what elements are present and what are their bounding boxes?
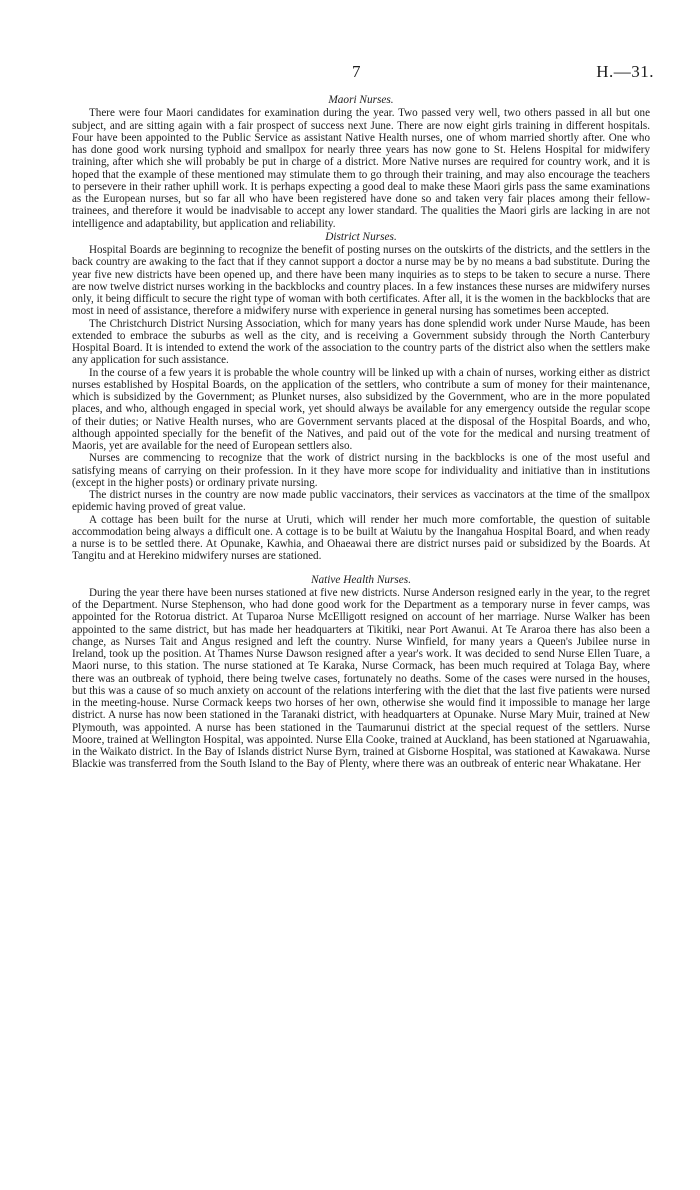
section-heading-district-nurses: District Nurses.: [325, 230, 397, 243]
paragraph: The Christchurch District Nursing Association, which for many years has done splendid work under Nurse Maude, has been extended to embrace the suburbs as well as the city, and is receiving a Government subsidy through the North Canterbury Hospital Board. It is intended to extend the work of the association to the country parts of the district also when the settlers make any application for such assistance.: [72, 317, 650, 367]
section-heading-maori-nurses: Maori Nurses.: [328, 94, 394, 106]
paragraph: In the course of a few years it is probable the whole country will be linked up with a chain of nurses, working either as district nurses established by Hospital Boards, on the application of the settlers, who contribute a sum of money for their maintenance, which is subsidized by the Government; as Plunket nurses, also subsidized by the Government, who are in the more populated places, and who, although engaged in special work, yet should always be available for any emergency outside the regular scope of their duties; or Native Health nurses, who are Government servants placed at the disposal of the Hospital Boards, and who, although appointed specially for the benefit of the Natives, and paid out of the vote for the medical and nursing treatment of Maoris, yet are available for the need of European settlers also.: [72, 366, 650, 452]
spacer: [72, 563, 650, 573]
paragraph: Nurses are commencing to recognize that the work of district nursing in the backblocks is one of the most useful and satisfying means of carrying on their profession. In it they have more scope for individuality and initiative than in institutions (except in the higher posts) or ordinary private nursing.: [72, 452, 650, 489]
paragraph: During the year there have been nurses stationed at five new districts. Nurse Anderson resigned early in the year, to the regret of the Department. Nurse Stephenson, who had done good work for the Department as a temporary nurse in fever camps, was appointed for the Rotorua district. At Tuparoa Nurse McElligott resigned on account of her marriage. Nurse Walker has been appointed to the same district, but has made her headquarters at Tikitiki, near Port Awanui. At Te Araroa there has also been a change, as Nurses Tait and Angus resigned and left the country. Nurse Winfield, for many years a Queen's Jubilee nurse in Ireland, took up the position. At Thames Nurse Dawson resigned after a year's work. It was decided to send Nurse Ellen Tuare, a Maori nurse, to this station. The nurse stationed at Te Karaka, Nurse Cormack, has been much required at Tolaga Bay, where there was an outbreak of typhoid, there being twelve cases, fortunately no deaths. Some of the cases were nursed in the houses, but this was a cause of so much anxiety on account of the relations interfering with the diet that the last five patients were nursed in the meeting-house. Nurse Cormack keeps two horses of her own, otherwise she would find it impossible to manage her large district. A nurse has now been stationed in the Taranaki district, with headquarters at Opunake. Nurse Mary Muir, trained at New Plymouth, was appointed. A nurse has been stationed in the Taumarunui district at the special request of the settlers. Nurse Moore, trained at Wellington Hospital, was appointed. Nurse Ella Cooke, trained at Auckland, has been stationed at Ngaruawahia, in the Waikato district. In the Bay of Islands district Nurse Byrn, trained at Gisborne Hospital, was stationed at Kawakawa. Nurse Blackie was transferred from the South Island to the Bay of Plenty, where there was an outbreak of enteric near Whakatane. Her: [72, 586, 650, 771]
document-reference: H.—31.: [596, 62, 654, 81]
paragraph: Hospital Boards are beginning to recognize the benefit of posting nurses on the outskirts of the districts, and the settlers in the back country are awaking to the fact that if they cannot support a doctor a nurse may be by no means a bad substitute. During the year five new districts have been opened up, and there have been many inquiries as to steps to be taken to secure a nurse. There are now twelve district nurses working in the backblocks and country places. In a few instances these nurses are midwifery nurses only, it being difficult to secure the right type of woman with both certificates. After all, it is the women in the backblocks that are most in need of assistance, therefore a midwifery nurse with experience in general nursing has sometimes been accepted.: [72, 244, 650, 318]
paragraph: There were four Maori candidates for examination during the year. Two passed very well, two others passed in all but one subject, and are sitting again with a fair prospect of success next June. There are now eight girls training in different hospitals. Four have been appointed to the Public Service as assistant Native Health nurses, one of whom married shortly after. One who has done good work nursing typhoid and smallpox for nearly three years has now gone to St. Helens Hospital for midwifery training, after which she will probably be put in charge of a district. More Native nurses are required for country work, and it is hoped that the example of these mentioned may stimulate them to go through their training, and may also encourage the teachers to persevere in their rather uphill work. It is perhaps expecting a good deal to make these Maori girls pass the same examinations as the European nurses, but so far all who have been registered have done so and taken very fair places among their fellow-trainees, and therefore it would be inadvisable to accept any lower standard. The qualities the Maori girls are lacking in are not intelligence and adaptability, but application and reliability.: [72, 107, 650, 230]
paragraph: The district nurses in the country are now made public vaccinators, their services as vaccinators at the time of the smallpox epidemic having proved of great value.: [72, 489, 650, 514]
section-heading-native-health-nurses: Native Health Nurses.: [310, 573, 412, 586]
paragraph: A cottage has been built for the nurse at Uruti, which will render her much more comfortable, the question of suitable accommodation being always a difficult one. A cottage is to be built at Waiutu by the Inangahua Hospital Board, and when ready a nurse is to be settled there. At Opunake, Kawhia, and Ohaeawai there are district nurses paid or subsidized by the Boards. At Tangitu and at Herekino midwifery nurses are stationed.: [72, 513, 650, 563]
page-number: 7: [352, 62, 361, 81]
document-body: [72, 93, 650, 771]
